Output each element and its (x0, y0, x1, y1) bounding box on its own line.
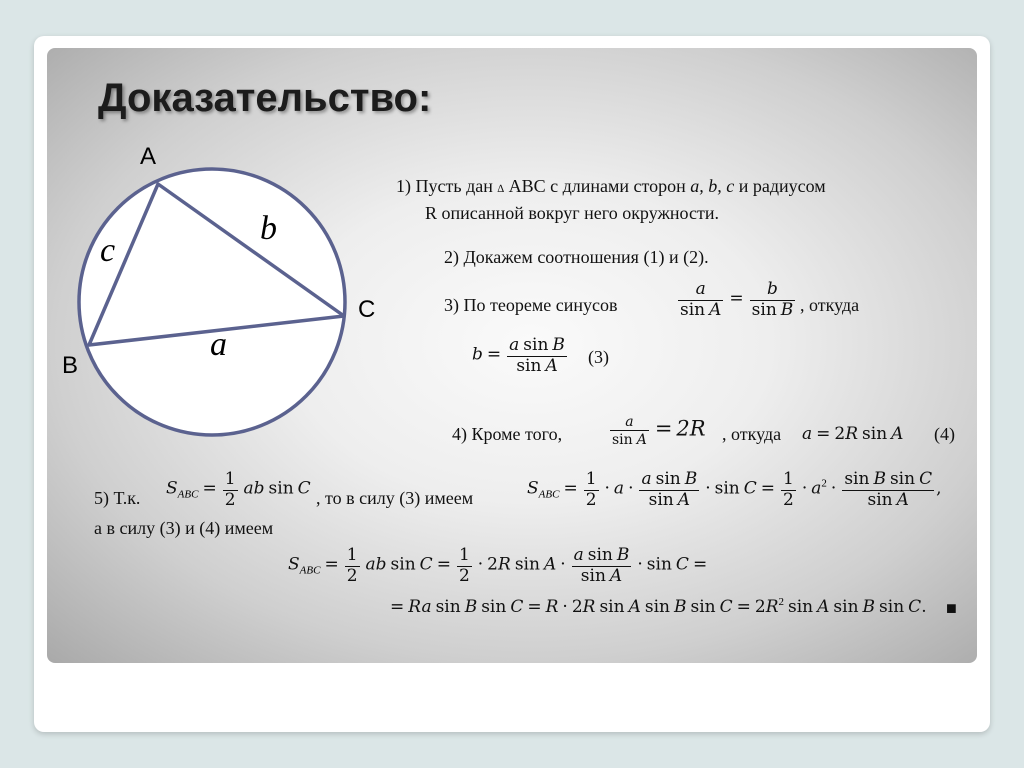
step-4-after: , откуда (722, 424, 782, 444)
step-1-number: 1) (396, 176, 411, 196)
step-3-text: 3) По теореме синусов (444, 295, 618, 315)
area-derivation-1: $S_{ABC}$ = $\frac{1}{2}$ · a · $\frac{\text{a sin B}}{\text{sin A}}$ · sin C = $\frac{1}{2}$ · $a^2$ · $\frac{\text{sin B sin C}}{\text{sin A}}$ , (527, 469, 942, 510)
step-1-text-2: ABC с длинами сторон (504, 176, 691, 196)
side-label-b: b (260, 210, 277, 247)
qed-mark: ■ (946, 598, 957, 618)
law-of-sines-formula: $\frac{a}{\text{sin A}}$ = $\frac{b}{\text{sin B}}$ (680, 279, 794, 320)
formula-3-label: (3) (588, 347, 609, 367)
area-formula: $S_{ABC}$ = $\frac{1}{2}$ ab sin C (166, 469, 311, 510)
step-4-text: 4) Кроме того, (452, 424, 563, 444)
step-5-text: 5) Т.к. (94, 488, 141, 508)
vertex-label-a: A (140, 143, 157, 170)
vertex-label-c: C (358, 296, 376, 323)
area-derivation-3: = Ra sin B sin C = R · 2R sin A sin B $\sin C = 2R^2$ sin A sin B sin C. (390, 596, 927, 617)
step-3-after: , откуда (800, 295, 860, 315)
step-1-text-3: и радиусом (734, 176, 826, 196)
triangle-symbol: ∆ (497, 183, 505, 195)
step-5-line-2: а в силу (3) и (4) имеем (94, 518, 274, 538)
step-1-line-2: R описанной вокруг него окружности. (425, 203, 719, 223)
formula-2r: $\frac{a}{\text{sin A}}$ = 2R (612, 414, 706, 449)
vertex-label-b: B (62, 352, 79, 379)
formula-3: b = $\frac{\text{a sin B}}{\text{sin A}}$ (472, 335, 565, 376)
side-label-a: a (210, 326, 227, 363)
step-2: 2) Докажем соотношения (1) и (2). (444, 247, 709, 267)
step-1-text-1: Пусть дан (415, 176, 493, 196)
step-1-vars: a, b, c (690, 176, 735, 196)
area-derivation-2: $S_{ABC}$ = $\frac{1}{2}$ ab sin C = $\frac{1}{2}$ · 2R sin A · $\frac{\text{a sin B}}{\text{sin A}}$ · sin C = (288, 545, 708, 586)
formula-4: a = 2R sin A (802, 424, 904, 444)
side-label-c: c (100, 232, 116, 269)
step-5-mid: , то в силу (3) имеем (316, 488, 474, 508)
circumcircle (79, 169, 345, 435)
slide-title: Доказательство: (98, 76, 432, 120)
formula-4-label: (4) (934, 424, 955, 444)
step-1-line-1 (396, 176, 826, 197)
